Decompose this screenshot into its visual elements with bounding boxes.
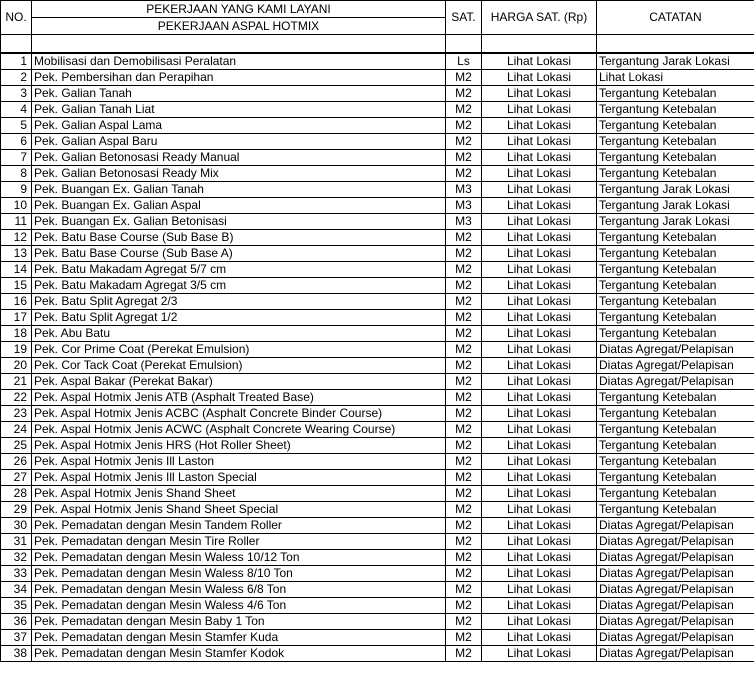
- row-harga: Lihat Lokasi: [482, 597, 597, 613]
- row-harga: Lihat Lokasi: [482, 405, 597, 421]
- row-pekerjaan: Pek. Cor Tack Coat (Perekat Emulsion): [32, 357, 446, 373]
- row-no: 1: [1, 53, 32, 70]
- row-harga: Lihat Lokasi: [482, 309, 597, 325]
- row-pekerjaan: Pek. Galian Betonosasi Ready Mix: [32, 165, 446, 181]
- table-row: [1, 213, 754, 229]
- row-catatan: Tergantung Ketebalan: [597, 101, 754, 117]
- spacer-row: [1, 35, 754, 53]
- row-catatan: Tergantung Ketebalan: [597, 437, 754, 453]
- row-catatan: Tergantung Ketebalan: [597, 85, 754, 101]
- row-pekerjaan: Pek. Galian Tanah: [32, 85, 446, 101]
- row-sat: Ls: [446, 53, 482, 70]
- row-no: 32: [1, 549, 32, 565]
- row-pekerjaan: Pek. Pemadatan dengan Mesin Stamfer Kodok: [32, 645, 446, 661]
- row-harga: Lihat Lokasi: [482, 485, 597, 501]
- row-no: 12: [1, 229, 32, 245]
- row-no: 5: [1, 117, 32, 133]
- row-no: 23: [1, 405, 32, 421]
- row-sat: M2: [446, 245, 482, 261]
- row-pekerjaan: Pek. Pemadatan dengan Mesin Waless 4/6 Ton: [32, 597, 446, 613]
- row-catatan: Tergantung Jarak Lokasi: [597, 213, 754, 229]
- table-row: [1, 501, 754, 517]
- table-row: [1, 69, 754, 85]
- row-sat: M2: [446, 149, 482, 165]
- row-catatan: Diatas Agregat/Pelapisan: [597, 549, 754, 565]
- row-pekerjaan: Pek. Batu Split Agregat 2/3: [32, 293, 446, 309]
- table-row: [1, 229, 754, 245]
- row-catatan: Tergantung Ketebalan: [597, 117, 754, 133]
- row-sat: M2: [446, 373, 482, 389]
- row-pekerjaan: Pek. Aspal Hotmix Jenis Shand Sheet: [32, 485, 446, 501]
- row-sat: M2: [446, 517, 482, 533]
- row-pekerjaan: Pek. Pemadatan dengan Mesin Baby 1 Ton: [32, 613, 446, 629]
- table-row: [1, 261, 754, 277]
- row-catatan: Diatas Agregat/Pelapisan: [597, 533, 754, 549]
- row-no: 33: [1, 565, 32, 581]
- row-sat: M2: [446, 309, 482, 325]
- row-pekerjaan: Pek. Abu Batu: [32, 325, 446, 341]
- row-catatan: Tergantung Ketebalan: [597, 277, 754, 293]
- row-sat: M2: [446, 133, 482, 149]
- row-pekerjaan: Pek. Pemadatan dengan Mesin Tire Roller: [32, 533, 446, 549]
- row-sat: M2: [446, 485, 482, 501]
- row-pekerjaan: Pek. Batu Split Agregat 1/2: [32, 309, 446, 325]
- row-sat: M2: [446, 229, 482, 245]
- row-no: 30: [1, 517, 32, 533]
- row-catatan: Lihat Lokasi: [597, 69, 754, 85]
- table-row: [1, 245, 754, 261]
- table-row: [1, 389, 754, 405]
- row-harga: Lihat Lokasi: [482, 613, 597, 629]
- table-row: [1, 629, 754, 645]
- row-harga: Lihat Lokasi: [482, 421, 597, 437]
- row-sat: M2: [446, 101, 482, 117]
- row-catatan: Diatas Agregat/Pelapisan: [597, 357, 754, 373]
- table-row: [1, 85, 754, 101]
- row-harga: Lihat Lokasi: [482, 373, 597, 389]
- row-no: 4: [1, 101, 32, 117]
- row-pekerjaan: Pek. Aspal Hotmix Jenis Ill Laston Special: [32, 469, 446, 485]
- row-no: 35: [1, 597, 32, 613]
- row-catatan: Tergantung Ketebalan: [597, 453, 754, 469]
- row-no: 36: [1, 613, 32, 629]
- row-no: 26: [1, 453, 32, 469]
- table-row: [1, 453, 754, 469]
- table-row: [1, 645, 754, 661]
- table-row: [1, 373, 754, 389]
- row-no: 28: [1, 485, 32, 501]
- table-row: [1, 309, 754, 325]
- row-sat: M3: [446, 213, 482, 229]
- row-sat: M2: [446, 69, 482, 85]
- row-catatan: Tergantung Jarak Lokasi: [597, 181, 754, 197]
- row-sat: M2: [446, 645, 482, 661]
- row-catatan: Tergantung Jarak Lokasi: [597, 197, 754, 213]
- row-pekerjaan: Pek. Aspal Hotmix Jenis Shand Sheet Special: [32, 501, 446, 517]
- row-catatan: Tergantung Ketebalan: [597, 245, 754, 261]
- row-no: 18: [1, 325, 32, 341]
- row-harga: Lihat Lokasi: [482, 69, 597, 85]
- row-catatan: Diatas Agregat/Pelapisan: [597, 581, 754, 597]
- row-harga: Lihat Lokasi: [482, 629, 597, 645]
- table-row: [1, 293, 754, 309]
- table-row: [1, 517, 754, 533]
- table-row: [1, 597, 754, 613]
- row-harga: Lihat Lokasi: [482, 549, 597, 565]
- row-sat: M2: [446, 389, 482, 405]
- row-pekerjaan: Pek. Pembersihan dan Perapihan: [32, 69, 446, 85]
- row-catatan: Diatas Agregat/Pelapisan: [597, 645, 754, 661]
- row-pekerjaan: Pek. Batu Makadam Agregat 3/5 cm: [32, 277, 446, 293]
- row-sat: M2: [446, 405, 482, 421]
- row-no: 29: [1, 501, 32, 517]
- row-catatan: Diatas Agregat/Pelapisan: [597, 613, 754, 629]
- row-catatan: Diatas Agregat/Pelapisan: [597, 565, 754, 581]
- row-pekerjaan: Pek. Aspal Hotmix Jenis ATB (Asphalt Treated Base): [32, 389, 446, 405]
- row-catatan: Tergantung Ketebalan: [597, 501, 754, 517]
- row-harga: Lihat Lokasi: [482, 293, 597, 309]
- row-no: 27: [1, 469, 32, 485]
- row-harga: Lihat Lokasi: [482, 229, 597, 245]
- row-pekerjaan: Pek. Aspal Hotmix Jenis ACWC (Asphalt Concrete Wearing Course): [32, 421, 446, 437]
- table-row: [1, 341, 754, 357]
- header-no: NO.: [1, 1, 32, 35]
- row-no: 37: [1, 629, 32, 645]
- row-no: 6: [1, 133, 32, 149]
- row-sat: M2: [446, 277, 482, 293]
- table-row: [1, 53, 754, 70]
- row-harga: Lihat Lokasi: [482, 565, 597, 581]
- row-sat: M2: [446, 293, 482, 309]
- table-row: [1, 181, 754, 197]
- row-harga: Lihat Lokasi: [482, 277, 597, 293]
- row-harga: Lihat Lokasi: [482, 117, 597, 133]
- row-pekerjaan: Pek. Batu Makadam Agregat 5/7 cm: [32, 261, 446, 277]
- row-no: 34: [1, 581, 32, 597]
- row-catatan: Tergantung Ketebalan: [597, 261, 754, 277]
- row-no: 21: [1, 373, 32, 389]
- row-harga: Lihat Lokasi: [482, 149, 597, 165]
- row-sat: M3: [446, 181, 482, 197]
- row-sat: M2: [446, 613, 482, 629]
- row-pekerjaan: Pek. Buangan Ex. Galian Betonisasi: [32, 213, 446, 229]
- row-harga: Lihat Lokasi: [482, 213, 597, 229]
- row-sat: M2: [446, 117, 482, 133]
- row-harga: Lihat Lokasi: [482, 261, 597, 277]
- row-harga: Lihat Lokasi: [482, 85, 597, 101]
- row-sat: M2: [446, 85, 482, 101]
- row-harga: Lihat Lokasi: [482, 53, 597, 70]
- row-pekerjaan: Pek. Batu Base Course (Sub Base B): [32, 229, 446, 245]
- row-harga: Lihat Lokasi: [482, 133, 597, 149]
- row-harga: Lihat Lokasi: [482, 101, 597, 117]
- row-pekerjaan: Pek. Pemadatan dengan Mesin Stamfer Kuda: [32, 629, 446, 645]
- row-pekerjaan: Pek. Batu Base Course (Sub Base A): [32, 245, 446, 261]
- row-no: 24: [1, 421, 32, 437]
- row-no: 7: [1, 149, 32, 165]
- spacer-cell: [597, 35, 754, 53]
- row-catatan: Tergantung Ketebalan: [597, 325, 754, 341]
- spacer-cell: [446, 35, 482, 53]
- row-catatan: Diatas Agregat/Pelapisan: [597, 629, 754, 645]
- row-no: 38: [1, 645, 32, 661]
- table-row: [1, 485, 754, 501]
- row-no: 11: [1, 213, 32, 229]
- table-row: [1, 197, 754, 213]
- table-row: [1, 117, 754, 133]
- table-row: [1, 533, 754, 549]
- row-harga: Lihat Lokasi: [482, 453, 597, 469]
- row-catatan: Tergantung Ketebalan: [597, 469, 754, 485]
- header-sat: SAT.: [446, 1, 482, 35]
- row-sat: M2: [446, 549, 482, 565]
- row-no: 10: [1, 197, 32, 213]
- row-pekerjaan: Pek. Buangan Ex. Galian Aspal: [32, 197, 446, 213]
- header-harga: HARGA SAT. (Rp): [482, 1, 597, 35]
- row-no: 17: [1, 309, 32, 325]
- row-harga: Lihat Lokasi: [482, 501, 597, 517]
- table-row: [1, 469, 754, 485]
- spacer-cell: [482, 35, 597, 53]
- spacer-cell: [32, 35, 446, 53]
- row-no: 15: [1, 277, 32, 293]
- spacer-cell: [1, 35, 32, 53]
- row-harga: Lihat Lokasi: [482, 181, 597, 197]
- row-catatan: Diatas Agregat/Pelapisan: [597, 517, 754, 533]
- table-row: [1, 421, 754, 437]
- row-catatan: Tergantung Ketebalan: [597, 293, 754, 309]
- table-row: [1, 165, 754, 181]
- row-sat: M2: [446, 581, 482, 597]
- row-harga: Lihat Lokasi: [482, 245, 597, 261]
- row-catatan: Tergantung Ketebalan: [597, 389, 754, 405]
- row-pekerjaan: Pek. Pemadatan dengan Mesin Waless 8/10 Ton: [32, 565, 446, 581]
- row-harga: Lihat Lokasi: [482, 197, 597, 213]
- row-sat: M2: [446, 597, 482, 613]
- header-catatan: CATATAN: [597, 1, 754, 35]
- row-no: 9: [1, 181, 32, 197]
- row-sat: M2: [446, 565, 482, 581]
- row-pekerjaan: Pek. Pemadatan dengan Mesin Waless 6/8 Ton: [32, 581, 446, 597]
- header-row-1: [1, 1, 754, 18]
- row-harga: Lihat Lokasi: [482, 341, 597, 357]
- row-sat: M2: [446, 629, 482, 645]
- row-no: 2: [1, 69, 32, 85]
- table-row: [1, 581, 754, 597]
- header-title-line2: PEKERJAAN ASPAL HOTMIX: [32, 18, 446, 35]
- row-sat: M2: [446, 469, 482, 485]
- row-pekerjaan: Pek. Galian Aspal Lama: [32, 117, 446, 133]
- row-sat: M2: [446, 325, 482, 341]
- row-no: 16: [1, 293, 32, 309]
- row-harga: Lihat Lokasi: [482, 437, 597, 453]
- table-row: [1, 133, 754, 149]
- table-row: [1, 549, 754, 565]
- row-sat: M2: [446, 437, 482, 453]
- row-sat: M2: [446, 165, 482, 181]
- row-pekerjaan: Pek. Aspal Hotmix Jenis Ill Laston: [32, 453, 446, 469]
- row-catatan: Diatas Agregat/Pelapisan: [597, 597, 754, 613]
- table-row: [1, 357, 754, 373]
- row-catatan: Tergantung Ketebalan: [597, 149, 754, 165]
- row-no: 22: [1, 389, 32, 405]
- row-pekerjaan: Pek. Galian Aspal Baru: [32, 133, 446, 149]
- row-catatan: Tergantung Ketebalan: [597, 165, 754, 181]
- row-harga: Lihat Lokasi: [482, 165, 597, 181]
- table-row: [1, 613, 754, 629]
- row-catatan: Tergantung Ketebalan: [597, 421, 754, 437]
- table-row: [1, 437, 754, 453]
- row-no: 19: [1, 341, 32, 357]
- row-no: 13: [1, 245, 32, 261]
- row-pekerjaan: Pek. Pemadatan dengan Mesin Waless 10/12 Ton: [32, 549, 446, 565]
- row-pekerjaan: Pek. Buangan Ex. Galian Tanah: [32, 181, 446, 197]
- row-sat: M2: [446, 501, 482, 517]
- row-no: 25: [1, 437, 32, 453]
- row-pekerjaan: Mobilisasi dan Demobilisasi Peralatan: [32, 53, 446, 70]
- row-sat: M2: [446, 261, 482, 277]
- row-no: 3: [1, 85, 32, 101]
- row-harga: Lihat Lokasi: [482, 357, 597, 373]
- header-title-line1: PEKERJAAN YANG KAMI LAYANI: [32, 1, 446, 18]
- row-harga: Lihat Lokasi: [482, 533, 597, 549]
- row-sat: M2: [446, 453, 482, 469]
- row-harga: Lihat Lokasi: [482, 517, 597, 533]
- table-row: [1, 149, 754, 165]
- row-harga: Lihat Lokasi: [482, 325, 597, 341]
- row-harga: Lihat Lokasi: [482, 469, 597, 485]
- row-no: 14: [1, 261, 32, 277]
- row-pekerjaan: Pek. Galian Tanah Liat: [32, 101, 446, 117]
- row-no: 20: [1, 357, 32, 373]
- row-harga: Lihat Lokasi: [482, 581, 597, 597]
- row-harga: Lihat Lokasi: [482, 389, 597, 405]
- row-harga: Lihat Lokasi: [482, 645, 597, 661]
- row-pekerjaan: Pek. Galian Betonosasi Ready Manual: [32, 149, 446, 165]
- row-catatan: Diatas Agregat/Pelapisan: [597, 373, 754, 389]
- row-pekerjaan: Pek. Pemadatan dengan Mesin Tandem Roller: [32, 517, 446, 533]
- row-sat: M2: [446, 533, 482, 549]
- row-catatan: Tergantung Ketebalan: [597, 405, 754, 421]
- row-catatan: Diatas Agregat/Pelapisan: [597, 341, 754, 357]
- row-catatan: Tergantung Ketebalan: [597, 229, 754, 245]
- row-sat: M2: [446, 357, 482, 373]
- row-catatan: Tergantung Ketebalan: [597, 485, 754, 501]
- row-sat: M3: [446, 197, 482, 213]
- row-pekerjaan: Pek. Cor Prime Coat (Perekat Emulsion): [32, 341, 446, 357]
- table-row: [1, 325, 754, 341]
- table-row: [1, 277, 754, 293]
- row-catatan: Tergantung Jarak Lokasi: [597, 53, 754, 70]
- row-pekerjaan: Pek. Aspal Hotmix Jenis HRS (Hot Roller Sheet): [32, 437, 446, 453]
- row-no: 8: [1, 165, 32, 181]
- table-row: [1, 565, 754, 581]
- table-row: [1, 405, 754, 421]
- row-sat: M2: [446, 421, 482, 437]
- row-pekerjaan: Pek. Aspal Bakar (Perekat Bakar): [32, 373, 446, 389]
- table-row: [1, 101, 754, 117]
- row-catatan: Tergantung Ketebalan: [597, 309, 754, 325]
- row-no: 31: [1, 533, 32, 549]
- row-pekerjaan: Pek. Aspal Hotmix Jenis ACBC (Asphalt Concrete Binder Course): [32, 405, 446, 421]
- row-catatan: Tergantung Ketebalan: [597, 133, 754, 149]
- row-sat: M2: [446, 341, 482, 357]
